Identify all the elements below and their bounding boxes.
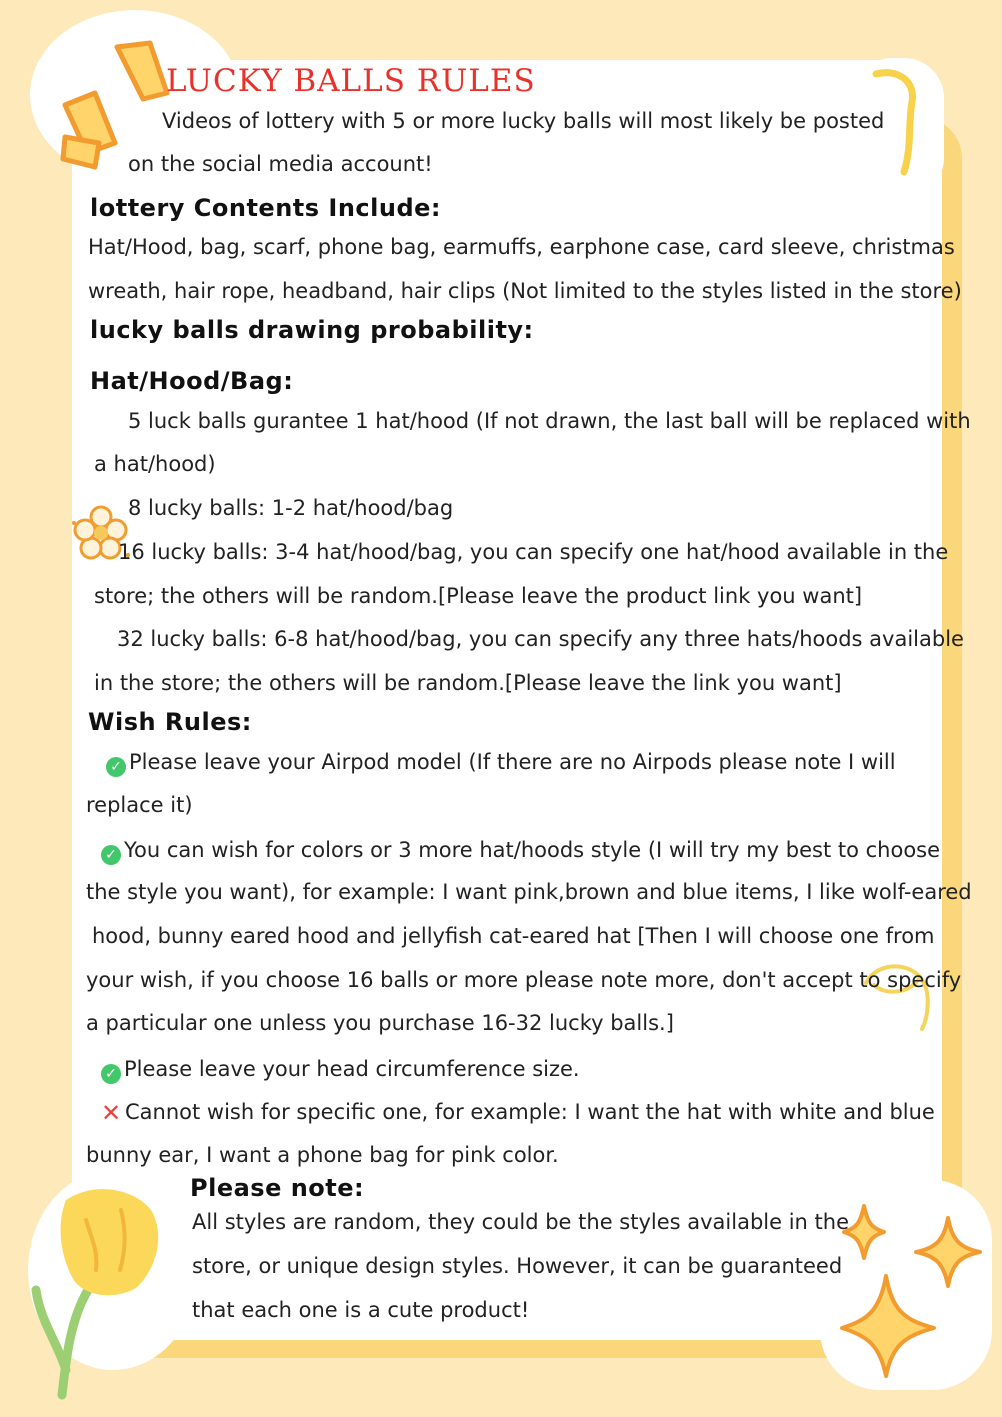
note-line-3: that each one is a cute product! (192, 1298, 530, 1322)
wish-colors-line-2: the style you want), for example: I want pink,brown and blue items, I like wolf-eared (86, 880, 972, 904)
wish-colors-line-1 (101, 837, 940, 865)
five-balls-line-1: 5 luck balls gurantee 1 hat/hood (If not drawn, the last ball will be replaced with (128, 409, 971, 433)
sixteen-balls-line-1: 16 lucky balls: 3-4 hat/hood/bag, you can specify one hat/hood available in the (118, 540, 949, 564)
wish-colors-line-3: hood, bunny eared hood and jellyfish cat-eared hat [Then I will choose one from (92, 924, 935, 948)
thirtytwo-balls-line-2: in the store; the others will be random.[Please leave the link you want] (94, 671, 842, 695)
probability-heading: lucky balls drawing probability: (90, 316, 534, 344)
note-line-2: store, or unique design styles. However, it can be guaranteed (192, 1254, 843, 1278)
contents-line-1: Hat/Hood, bag, scarf, phone bag, earmuffs, earphone case, card sleeve, christmas (88, 235, 955, 259)
wish-colors-line-5: a particular one unless you purchase 16-32 lucky balls.] (86, 1011, 674, 1035)
tulip-icon (26, 1170, 186, 1405)
bars-icon (55, 35, 175, 170)
intro-line-1: Videos of lottery with 5 or more lucky balls will most likely be posted (162, 109, 885, 133)
five-balls-line-2: a hat/hood) (94, 452, 216, 476)
wish-heading: Wish Rules: (88, 708, 252, 736)
eight-balls-line: 8 lucky balls: 1-2 hat/hood/bag (128, 496, 454, 520)
wish-colors-text: You can wish for colors or 3 more hat/hoods style (I will try my best to choose (124, 838, 941, 862)
check-icon: ✓ (101, 845, 121, 865)
page-title: LUCKY BALLS RULES (166, 63, 536, 99)
sparkles-icon (838, 1200, 988, 1380)
thirtytwo-balls-line-1: 32 lucky balls: 6-8 hat/hood/bag, you can specify any three hats/hoods available (117, 627, 964, 651)
wish-head-line (101, 1056, 580, 1084)
wish-cannot-line-1 (101, 1099, 935, 1125)
check-icon: ✓ (101, 1064, 121, 1084)
hat-hood-bag-heading: Hat/Hood/Bag: (90, 367, 294, 395)
note-heading: Please note: (190, 1174, 365, 1202)
wish-cannot-text: Cannot wish for specific one, for example: I want the hat with white and blue (125, 1100, 935, 1124)
intro-line-2: on the social media account! (128, 152, 433, 176)
wish-airpod-text: Please leave your Airpod model (If there are no Airpods please note I will (129, 750, 896, 774)
contents-line-2: wreath, hair rope, headband, hair clips (Not limited to the styles listed in the store) (88, 279, 962, 303)
note-line-1: All styles are random, they could be the styles available in the (192, 1210, 850, 1234)
wish-head-text: Please leave your head circumference size. (124, 1057, 580, 1081)
sixteen-balls-line-2: store; the others will be random.[Please leave the product link you want] (94, 584, 863, 608)
wish-airpod-line-2: replace it) (86, 793, 193, 817)
wish-cannot-line-2: bunny ear, I want a phone bag for pink color. (86, 1143, 559, 1167)
wish-colors-line-4: your wish, if you choose 16 balls or more please note more, don't accept to specify (86, 968, 962, 992)
contents-heading: lottery Contents Include: (90, 194, 442, 222)
cross-icon: ✕ (101, 1099, 122, 1127)
check-icon: ✓ (106, 757, 126, 777)
wish-airpod-line-1 (106, 749, 896, 777)
